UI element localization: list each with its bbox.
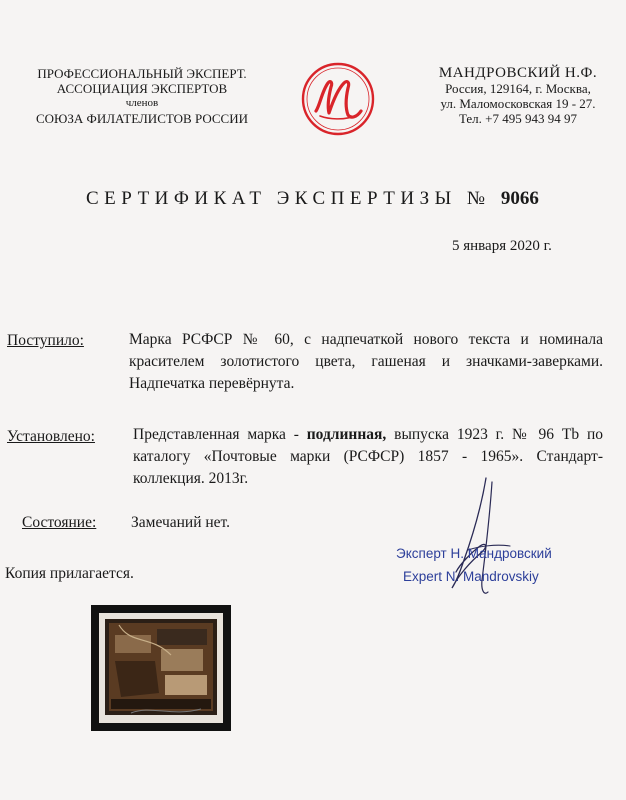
certificate-title-text: СЕРТИФИКАТ ЭКСПЕРТИЗЫ № — [86, 188, 491, 209]
association-block — [18, 66, 266, 126]
association-line3: членов — [125, 97, 159, 109]
expert-stamp — [396, 542, 552, 588]
condition-text: Замечаний нет. — [131, 514, 231, 531]
established-text-bold: подлинная, — [306, 426, 387, 443]
expert-name: МАНДРОВСКИЙ Н.Ф. — [438, 65, 598, 81]
association-line4: СОЮЗА ФИЛАТЕЛИСТОВ РОССИИ — [35, 111, 248, 126]
expert-address-block — [428, 66, 608, 126]
monogram-logo — [300, 61, 376, 137]
certificate-number: 9066 — [500, 188, 539, 209]
expert-address-line1: Россия, 129164, г. Москва, — [445, 81, 591, 96]
association-line1: ПРОФЕССИОНАЛЬНЫЙ ЭКСПЕРТ. — [37, 66, 247, 81]
expert-phone: Тел. +7 495 943 94 97 — [458, 111, 578, 126]
expert-address-line2: ул. Маломосковская 19 - 27. — [440, 96, 596, 111]
established-label: Установлено: — [7, 428, 95, 445]
copy-note: Копия прилагается. — [5, 565, 134, 582]
established-text — [133, 424, 603, 490]
received-label: Поступило: — [7, 332, 84, 349]
certificate-date: 5 января 2020 г. — [452, 238, 552, 254]
certificate-title — [86, 188, 539, 210]
condition-label: Состояние: — [22, 514, 97, 531]
established-text-before: Представленная марка - — [133, 426, 307, 443]
postage-stamp-photo — [91, 605, 231, 731]
established-text-after: выпуска 1923 г. № 96 Tb по каталогу «Почтовые марки (РСФСР) 1857 - 1965». Стандарт-коллекция. 2013г. — [133, 426, 603, 487]
received-text: Марка РСФСР № 60, с надпечаткой нового текста и номинала красителем золотистого цвета, гашеная и значками-заверками. Надпечатка перевёрнута. — [129, 331, 603, 392]
expert-stamp-line2: Expert N. Mandrovskiy — [403, 569, 539, 584]
expert-stamp-line1: Эксперт Н. Мандровский — [396, 546, 552, 561]
association-line2: АССОЦИАЦИЯ ЭКСПЕРТОВ — [56, 81, 228, 96]
